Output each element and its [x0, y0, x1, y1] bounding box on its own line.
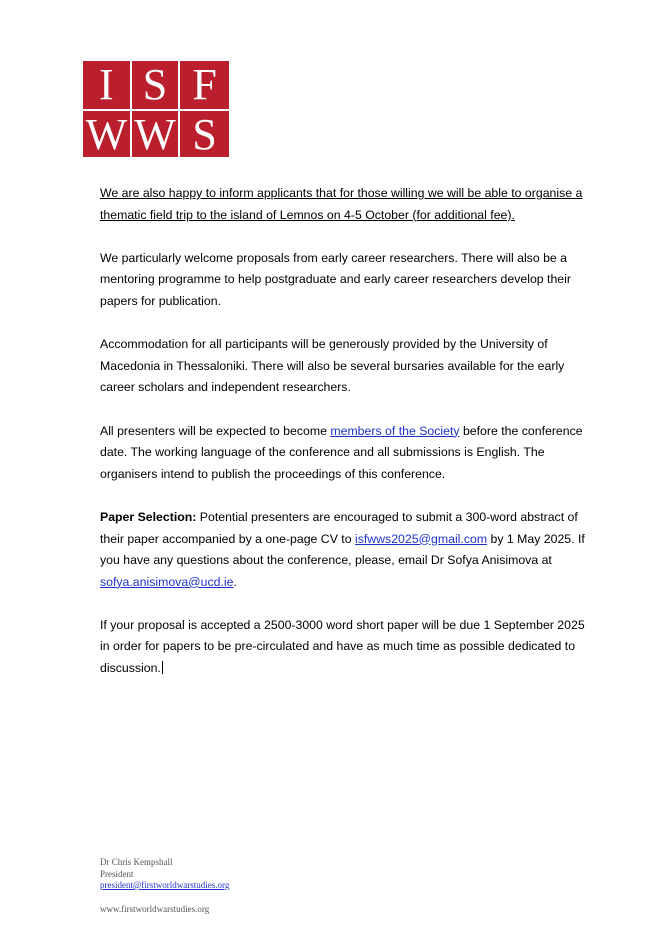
contact-email-link[interactable]: sofya.anisimova@ucd.ie [100, 574, 234, 589]
text-cursor [162, 661, 163, 674]
submission-email-link[interactable]: isfwws2025@gmail.com [354, 531, 488, 546]
selection-text-3: . [233, 574, 237, 589]
selection-text-1: Potential presenters are encouraged to submit a 300-word abstract of their paper accompanied by a one-page CV to [100, 509, 578, 546]
signatory-name: Dr Chris Kempshall [100, 857, 173, 867]
logo-letter: S [192, 110, 217, 159]
logo-letter: W [83, 111, 132, 159]
paper-selection-paragraph [100, 507, 590, 593]
presenters-paragraph [100, 421, 590, 486]
presenters-text-before: All presenters will be expected to become [100, 423, 331, 438]
field-trip-paragraph: We are also happy to inform applicants that for those willing we will be able to organise a thematic field trip to the island of Lemnos on 4-5 October (for additional fee). [100, 186, 583, 222]
members-of-society-link[interactable]: members of the Society [330, 423, 460, 438]
signatory-role: President [100, 868, 134, 879]
logo-letter: I [83, 61, 132, 111]
logo-letter: F [180, 61, 229, 111]
president-email-link[interactable]: president@firstworldwarstudies.org [100, 880, 230, 890]
logo-letter: W [132, 111, 181, 159]
document-body [100, 183, 590, 701]
presenters-text-after: before the conference date. The working language of the conference and all submissions is English. The organisers intend to publish the proceedings of this conference. [100, 423, 583, 481]
isfwws-logo [83, 61, 229, 157]
website-url: www.firstworldwarstudies.org [100, 903, 210, 914]
signature-footer [100, 857, 229, 915]
accepted-paragraph [100, 615, 590, 680]
early-career-paragraph: We particularly welcome proposals from early career researchers. There will also be a mentoring programme to help postgraduate and early career researchers develop their papers for publication. [100, 250, 571, 308]
paper-selection-label: Paper Selection: [100, 509, 197, 524]
accommodation-paragraph: Accommodation for all participants will be generously provided by the University of Macedonia in Thessaloniki. There will also be several bursaries available for the early career scholars and independent researchers. [100, 337, 565, 395]
logo-letter: S [132, 61, 181, 111]
selection-text-2: by 1 May 2025. If you have any questions about the conference, please, email Dr Sofya Anisimova at [100, 531, 585, 568]
accepted-text: If your proposal is accepted a 2500-3000 word short paper will be due 1 September 2025 in order for papers to be pre-circulated and have as much time as possible dedicated to discussion. [100, 617, 585, 676]
